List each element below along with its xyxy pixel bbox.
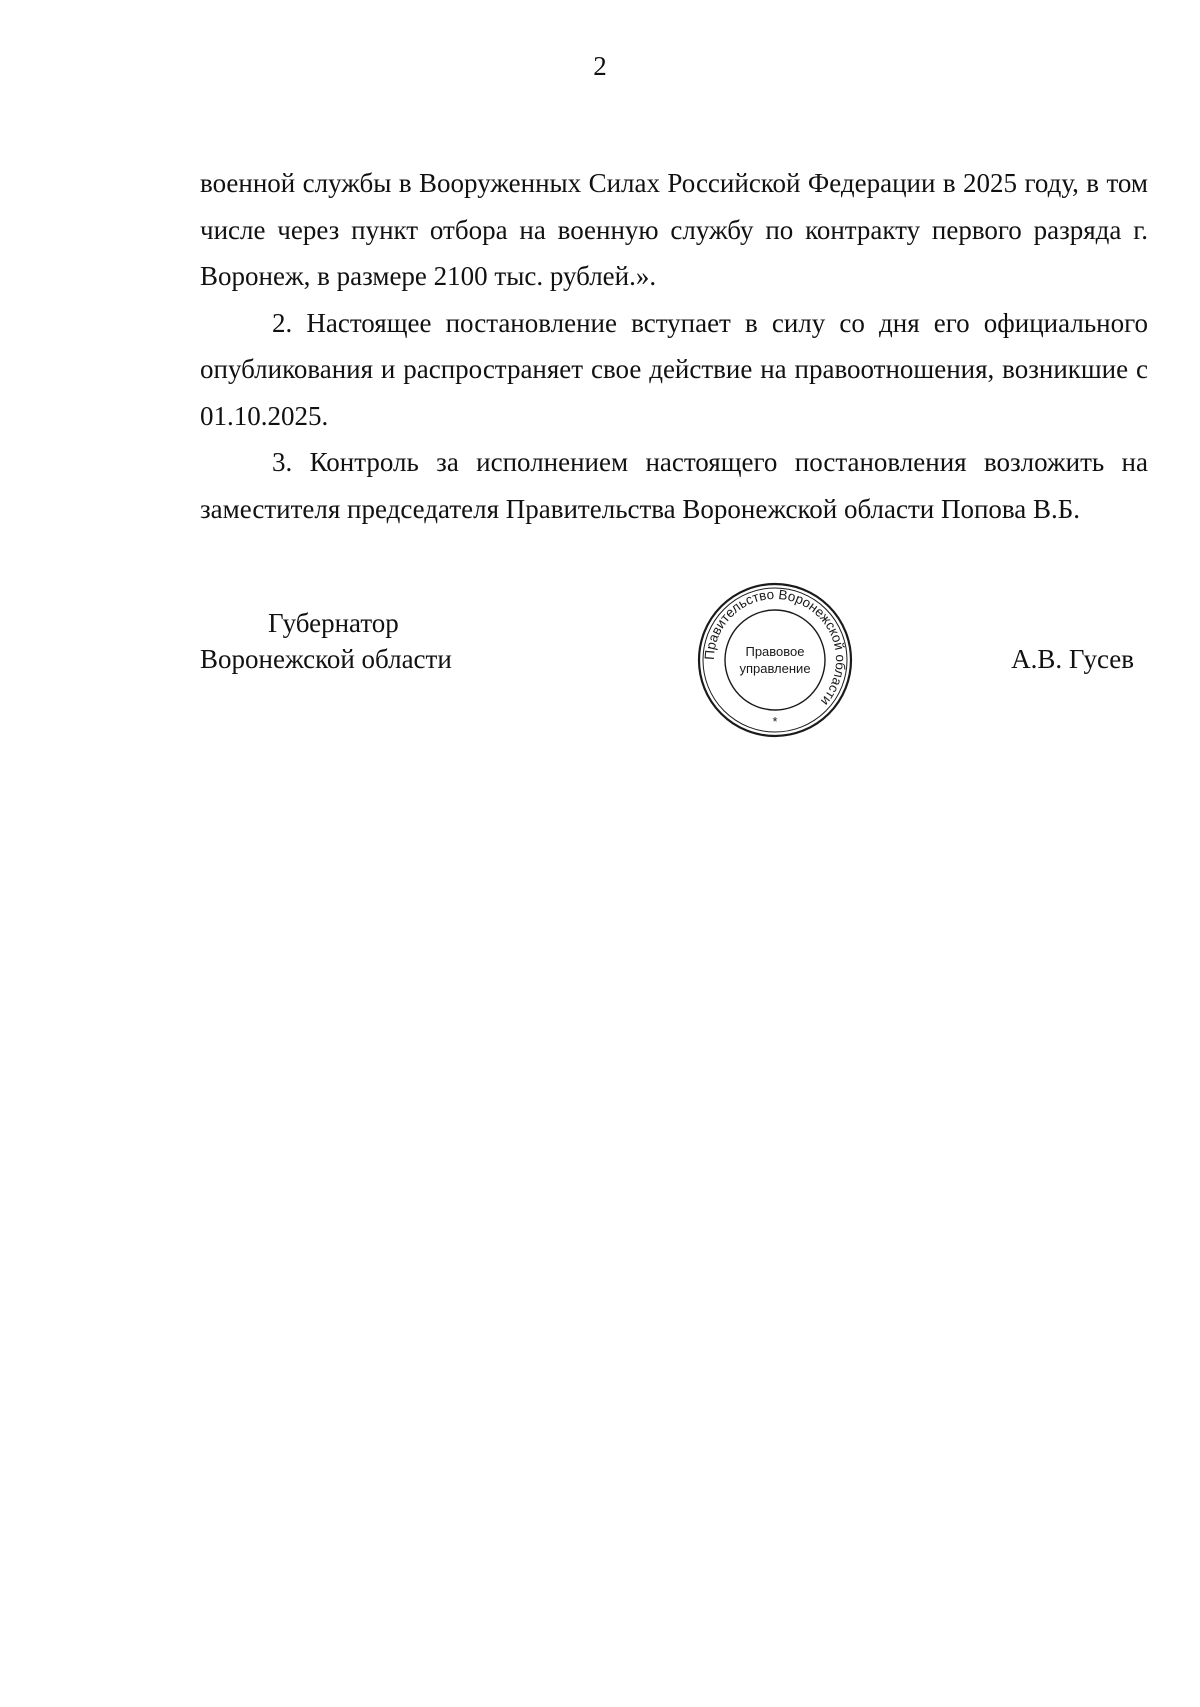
signatory-position	[200, 605, 452, 677]
paragraph-2: 2. Настоящее постановление вступает в силу со дня его официального опубликования и распространяет свое действие на правоотношения, возникшие с 01.10.2025.	[200, 307, 1148, 431]
seal-inner-line1: Правовое	[745, 644, 805, 659]
signatory-title-line2: Воронежской области	[200, 644, 452, 674]
page-number: 2	[593, 51, 607, 81]
signatory-title-line1: Губернатор	[268, 608, 399, 638]
document-body	[200, 160, 1148, 532]
official-seal	[695, 580, 855, 740]
paragraph-3: 3. Контроль за исполнением настоящего постановления возложить на заместителя председателя Правительства Воронежской области Попова В.Б.	[200, 447, 1148, 524]
signatory-name: А.В. Гусев	[1011, 644, 1134, 674]
seal-star: *	[772, 714, 778, 729]
paragraph-continuation: военной службы в Вооруженных Силах Российской Федерации в 2025 году, в том числе через пункт отбора на военную службу по контракту первого разряда г. Воронеж, в размере 2100 тыс. рублей.».	[200, 168, 1148, 291]
seal-inner-line2: управление	[739, 661, 811, 676]
seal-stamp-icon	[695, 580, 855, 740]
seal-outer-text: Правительство Воронежской области	[701, 586, 849, 709]
